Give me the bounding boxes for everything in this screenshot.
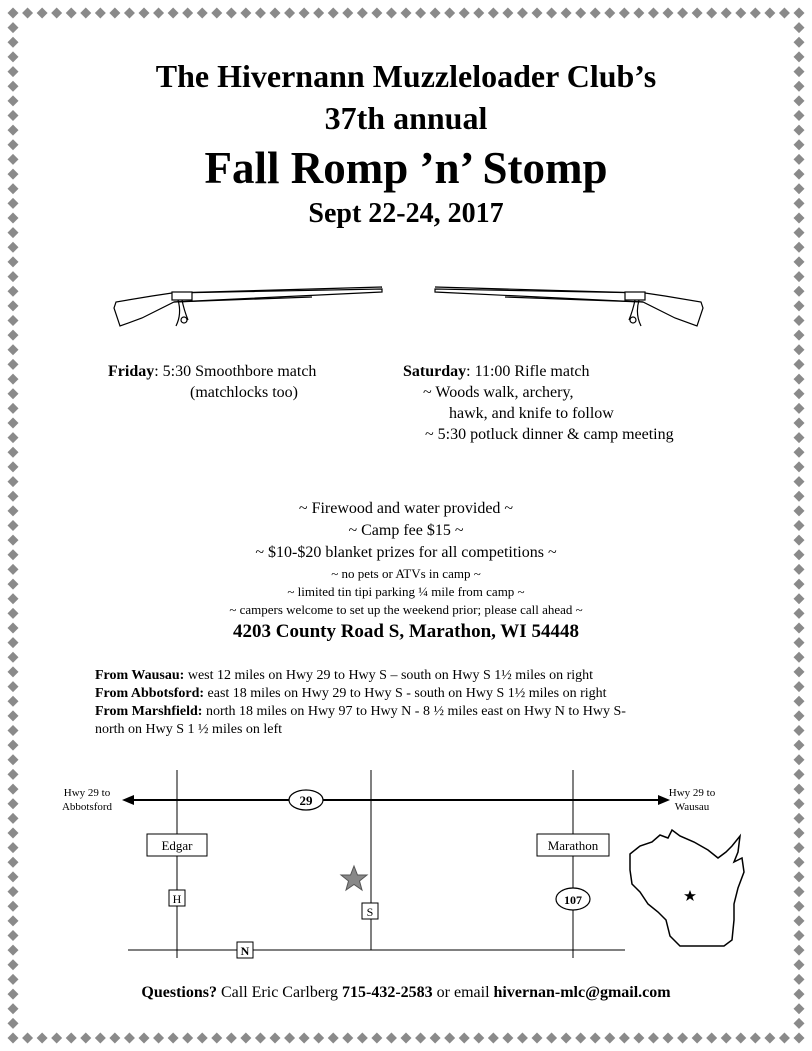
event-title: Fall Romp ’n’ Stomp bbox=[204, 143, 608, 193]
border-diamond bbox=[95, 8, 106, 19]
saturday-label: Saturday bbox=[403, 363, 467, 380]
saturday-line4: ~ 5:30 potluck dinner & camp meeting bbox=[425, 426, 674, 443]
border-diamond bbox=[794, 271, 805, 282]
border-diamond bbox=[357, 8, 368, 19]
border-diamond bbox=[8, 1033, 19, 1044]
border-diamond bbox=[168, 8, 179, 19]
border-diamond bbox=[386, 1033, 397, 1044]
border-diamond bbox=[124, 8, 135, 19]
border-diamond bbox=[270, 8, 281, 19]
border-diamond bbox=[66, 1033, 77, 1044]
border-diamond bbox=[546, 1033, 557, 1044]
border-diamond bbox=[8, 344, 19, 355]
border-diamond bbox=[371, 1033, 382, 1044]
questions-label: Questions? bbox=[141, 984, 217, 1001]
border-diamond bbox=[794, 359, 805, 370]
right-label-1: Hwy 29 to bbox=[668, 787, 716, 799]
directions bbox=[95, 667, 626, 739]
border-diamond bbox=[226, 1033, 237, 1044]
border-diamond bbox=[8, 242, 19, 253]
info-campers: ~ campers welcome to set up the weekend prior; please call ahead ~ bbox=[229, 602, 583, 617]
border-diamond bbox=[794, 418, 805, 429]
border-diamond bbox=[139, 8, 150, 19]
border-diamond bbox=[37, 8, 48, 19]
road-n-label: N bbox=[240, 944, 250, 958]
border-diamond bbox=[226, 8, 237, 19]
saturday-schedule bbox=[403, 361, 674, 445]
wisconsin-map-icon bbox=[630, 830, 744, 946]
friday-schedule bbox=[108, 361, 316, 403]
border-diamond bbox=[532, 8, 543, 19]
musket-right-icon bbox=[430, 280, 705, 340]
border-diamond bbox=[168, 1033, 179, 1044]
border-diamond bbox=[633, 8, 644, 19]
border-diamond bbox=[342, 8, 353, 19]
border-diamond bbox=[648, 8, 659, 19]
border-diamond bbox=[502, 8, 513, 19]
border-diamond bbox=[37, 1033, 48, 1044]
border-diamond bbox=[197, 8, 208, 19]
border-diamond bbox=[444, 8, 455, 19]
border-diamond bbox=[22, 8, 33, 19]
border-diamond bbox=[8, 271, 19, 282]
direction-wausau: From Wausau: west 12 miles on Hwy 29 to Hwy S – south on Hwy S 1½ miles on right bbox=[95, 668, 594, 683]
contact-line bbox=[0, 984, 812, 1002]
border-diamond bbox=[633, 1033, 644, 1044]
border-diamond bbox=[8, 652, 19, 663]
border-diamond bbox=[721, 1033, 732, 1044]
arrow-left-icon bbox=[122, 795, 134, 805]
border-diamond bbox=[794, 315, 805, 326]
border-diamond bbox=[794, 740, 805, 751]
border-diamond bbox=[51, 1033, 62, 1044]
border-diamond bbox=[794, 1033, 805, 1044]
info-camp-fee: ~ Camp fee $15 ~ bbox=[348, 522, 464, 539]
border-diamond bbox=[8, 418, 19, 429]
border-diamond bbox=[764, 1033, 775, 1044]
border-diamond bbox=[794, 330, 805, 341]
border-diamond bbox=[328, 8, 339, 19]
border-diamond bbox=[299, 8, 310, 19]
road-h-label: H bbox=[172, 892, 182, 906]
border-diamond bbox=[459, 8, 470, 19]
border-diamond bbox=[750, 8, 761, 19]
border-diamond bbox=[8, 388, 19, 399]
border-diamond bbox=[8, 286, 19, 297]
border-diamond bbox=[735, 1033, 746, 1044]
border-diamond bbox=[8, 403, 19, 414]
border-diamond bbox=[211, 8, 222, 19]
club-name-heading: The Hivernann Muzzleloader Club’s bbox=[155, 58, 657, 94]
border-diamond bbox=[153, 1033, 164, 1044]
border-diamond bbox=[794, 447, 805, 458]
border-diamond bbox=[794, 461, 805, 472]
border-diamond bbox=[430, 8, 441, 19]
border-diamond bbox=[8, 330, 19, 341]
border-diamond bbox=[677, 1033, 688, 1044]
border-diamond bbox=[619, 8, 630, 19]
border-diamond bbox=[677, 8, 688, 19]
saturday-line1: : 11:00 Rifle match bbox=[466, 363, 590, 380]
border-diamond bbox=[561, 1033, 572, 1044]
info-prizes: ~ $10-$20 blanket prizes for all competitions ~ bbox=[255, 544, 557, 561]
border-diamond bbox=[255, 1033, 266, 1044]
hwy29-label: 29 bbox=[299, 793, 313, 808]
border-diamond bbox=[8, 447, 19, 458]
border-diamond bbox=[80, 8, 91, 19]
border-diamond bbox=[8, 740, 19, 751]
border-diamond bbox=[488, 1033, 499, 1044]
border-diamond bbox=[284, 1033, 295, 1044]
border-diamond bbox=[270, 1033, 281, 1044]
musket-left-icon bbox=[112, 280, 387, 340]
border-diamond bbox=[794, 22, 805, 33]
border-diamond bbox=[794, 8, 805, 19]
border-diamond bbox=[8, 725, 19, 736]
border-diamond bbox=[794, 476, 805, 487]
border-diamond bbox=[444, 1033, 455, 1044]
border-diamond bbox=[109, 1033, 120, 1044]
border-diamond bbox=[8, 315, 19, 326]
direction-marshfield-cont: north on Hwy S 1 ½ miles on left bbox=[95, 722, 283, 737]
border-diamond bbox=[750, 1033, 761, 1044]
border-diamond bbox=[517, 1033, 528, 1044]
border-diamond bbox=[211, 1033, 222, 1044]
border-diamond bbox=[779, 1033, 790, 1044]
border-diamond bbox=[8, 710, 19, 721]
border-diamond bbox=[794, 403, 805, 414]
border-diamond bbox=[663, 1033, 674, 1044]
border-diamond bbox=[8, 666, 19, 677]
friday-line1: : 5:30 Smoothbore match bbox=[154, 363, 317, 380]
border-diamond bbox=[706, 8, 717, 19]
email-prefix: or email bbox=[432, 984, 494, 1001]
border-diamond bbox=[357, 1033, 368, 1044]
border-diamond bbox=[51, 8, 62, 19]
border-diamond bbox=[8, 37, 19, 48]
border-diamond bbox=[794, 666, 805, 677]
friday-label: Friday bbox=[108, 363, 155, 380]
border-diamond bbox=[8, 8, 19, 19]
border-diamond bbox=[8, 1018, 19, 1029]
border-diamond bbox=[590, 1033, 601, 1044]
border-diamond bbox=[619, 1033, 630, 1044]
border-diamond bbox=[764, 8, 775, 19]
border-diamond bbox=[95, 1033, 106, 1044]
border-diamond bbox=[8, 300, 19, 311]
saturday-line3: hawk, and knife to follow bbox=[449, 405, 614, 422]
info-firewood: ~ Firewood and water provided ~ bbox=[298, 500, 514, 517]
border-diamond bbox=[794, 374, 805, 385]
border-diamond bbox=[8, 256, 19, 267]
border-diamond bbox=[546, 8, 557, 19]
border-diamond bbox=[517, 8, 528, 19]
border-diamond bbox=[735, 8, 746, 19]
border-diamond bbox=[575, 1033, 586, 1044]
left-label-2: Abbotsford bbox=[61, 801, 113, 813]
road-map bbox=[0, 760, 812, 970]
border-diamond bbox=[706, 1033, 717, 1044]
border-diamond bbox=[313, 1033, 324, 1044]
border-diamond bbox=[328, 1033, 339, 1044]
border-diamond bbox=[401, 1033, 412, 1044]
border-diamond bbox=[240, 8, 251, 19]
friday-line2: (matchlocks too) bbox=[190, 384, 298, 401]
contact-email: hivernan-mlc@gmail.com bbox=[493, 984, 671, 1001]
border-diamond bbox=[794, 710, 805, 721]
border-diamond bbox=[66, 8, 77, 19]
border-diamond bbox=[371, 8, 382, 19]
hwy107-label: 107 bbox=[564, 893, 582, 907]
border-diamond bbox=[284, 8, 295, 19]
border-diamond bbox=[430, 1033, 441, 1044]
border-diamond bbox=[502, 1033, 513, 1044]
border-diamond bbox=[794, 344, 805, 355]
border-diamond bbox=[153, 8, 164, 19]
border-diamond bbox=[604, 8, 615, 19]
border-diamond bbox=[415, 8, 426, 19]
border-diamond bbox=[8, 1003, 19, 1014]
left-label-1: Hwy 29 to bbox=[63, 787, 111, 799]
border-diamond bbox=[794, 37, 805, 48]
direction-marshfield: From Marshfield: north 18 miles on Hwy 97 to Hwy N - 8 ½ miles east on Hwy N to Hwy S- bbox=[95, 704, 626, 719]
border-diamond bbox=[794, 696, 805, 707]
border-diamond bbox=[794, 681, 805, 692]
border-diamond bbox=[401, 8, 412, 19]
town-marathon: Marathon bbox=[547, 838, 599, 853]
location-star-icon bbox=[341, 866, 367, 890]
border-diamond bbox=[590, 8, 601, 19]
border-diamond bbox=[8, 476, 19, 487]
border-diamond bbox=[692, 8, 703, 19]
border-diamond bbox=[663, 8, 674, 19]
border-diamond bbox=[692, 1033, 703, 1044]
border-diamond bbox=[109, 8, 120, 19]
border-diamond bbox=[794, 388, 805, 399]
event-address: 4203 County Road S, Marathon, WI 54448 bbox=[233, 621, 579, 642]
border-diamond bbox=[488, 8, 499, 19]
border-diamond bbox=[473, 1033, 484, 1044]
border-diamond bbox=[794, 725, 805, 736]
border-diamond bbox=[124, 1033, 135, 1044]
border-diamond bbox=[794, 1018, 805, 1029]
border-diamond bbox=[473, 8, 484, 19]
border-diamond bbox=[197, 1033, 208, 1044]
border-diamond bbox=[794, 256, 805, 267]
event-dates: Sept 22-24, 2017 bbox=[308, 198, 504, 229]
border-diamond bbox=[415, 1033, 426, 1044]
info-parking: ~ limited tin tipi parking ¼ mile from camp ~ bbox=[287, 584, 525, 599]
border-diamond bbox=[80, 1033, 91, 1044]
border-diamond bbox=[794, 242, 805, 253]
road-s-label: S bbox=[366, 905, 374, 919]
border-diamond bbox=[794, 1003, 805, 1014]
border-diamond bbox=[139, 1033, 150, 1044]
border-diamond bbox=[779, 8, 790, 19]
border-diamond bbox=[794, 652, 805, 663]
border-diamond bbox=[342, 1033, 353, 1044]
border-diamond bbox=[532, 1033, 543, 1044]
border-diamond bbox=[22, 1033, 33, 1044]
border-diamond bbox=[648, 1033, 659, 1044]
border-diamond bbox=[313, 8, 324, 19]
border-diamond bbox=[386, 8, 397, 19]
border-diamond bbox=[8, 22, 19, 33]
saturday-line2: ~ Woods walk, archery, bbox=[423, 384, 574, 401]
border-diamond bbox=[182, 8, 193, 19]
border-diamond bbox=[8, 681, 19, 692]
border-diamond bbox=[794, 300, 805, 311]
contact-phone: 715-432-2583 bbox=[341, 984, 433, 1001]
info-no-pets: ~ no pets or ATVs in camp ~ bbox=[331, 566, 481, 581]
border-diamond bbox=[8, 696, 19, 707]
border-diamond bbox=[8, 374, 19, 385]
border-diamond bbox=[794, 286, 805, 297]
border-diamond bbox=[8, 359, 19, 370]
border-diamond bbox=[255, 8, 266, 19]
border-diamond bbox=[182, 1033, 193, 1044]
border-diamond bbox=[561, 8, 572, 19]
border-diamond bbox=[459, 1033, 470, 1044]
town-edgar: Edgar bbox=[161, 838, 193, 853]
border-diamond bbox=[721, 8, 732, 19]
border-diamond bbox=[794, 432, 805, 443]
contact-name: Call Eric Carlberg bbox=[216, 984, 342, 1001]
border-diamond bbox=[604, 1033, 615, 1044]
annual-heading: 37th annual bbox=[324, 100, 488, 136]
border-diamond bbox=[8, 432, 19, 443]
right-label-2: Wausau bbox=[674, 801, 710, 813]
border-diamond bbox=[240, 1033, 251, 1044]
direction-abbotsford: From Abbotsford: east 18 miles on Hwy 29 to Hwy S - south on Hwy S 1½ miles on right bbox=[95, 686, 607, 701]
border-diamond bbox=[575, 8, 586, 19]
border-diamond bbox=[8, 461, 19, 472]
border-diamond bbox=[299, 1033, 310, 1044]
